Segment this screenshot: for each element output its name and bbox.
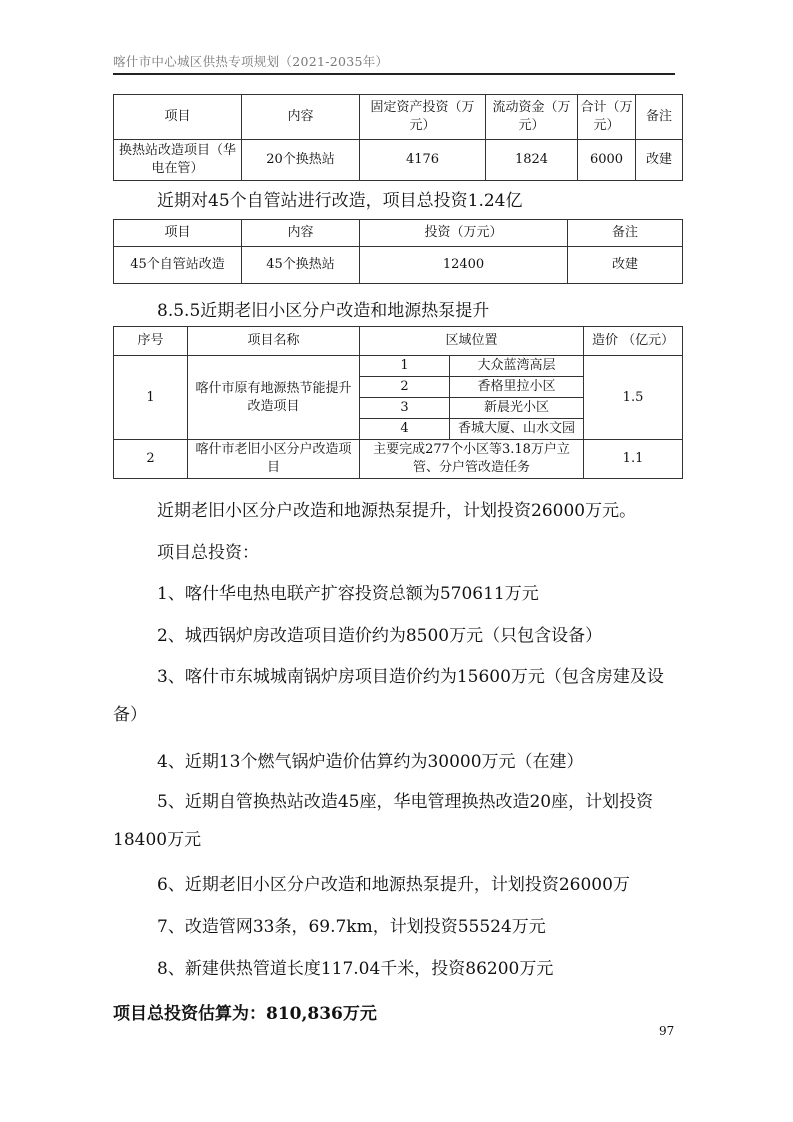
table-cell: 1.5 [584,356,683,440]
table-cell: 20个换热站 [242,140,360,181]
table-cell: 2 [114,440,188,479]
table-header-cell: 备注 [568,220,683,247]
table-cell: 换热站改造项目（华电在管） [114,140,242,181]
body-paragraph: 项目总投资： [157,543,259,563]
investment-item: 2、城西锅炉房改造项目造价约为8500万元（只包含设备） [157,626,603,646]
table-cell: 45个自管站改造 [114,247,242,284]
table-header-cell: 项目 [114,95,242,140]
table-cell: 主要完成277个小区等3.18万户立管、分户管改造任务 [360,440,584,479]
header-divider [113,73,675,75]
table-header-cell: 项目名称 [188,327,360,356]
table-cell: 1 [360,356,450,377]
table-cell: 45个换热站 [242,247,360,284]
self-managed-station-summary: 近期对45个自管站进行改造，项目总投资1.24亿 [157,191,523,211]
table-cell: 12400 [360,247,568,284]
table-cell: 香城大厦、山水文园 [450,419,584,440]
table-cell: 改建 [568,247,683,284]
table-cell: 改建 [636,140,683,181]
table-cell: 1824 [486,140,578,181]
table-cell: 4 [360,419,450,440]
table-cell: 2 [360,377,450,398]
table-header-cell: 内容 [242,95,360,140]
table-cell: 新晨光小区 [450,398,584,419]
table-header-cell: 内容 [242,220,360,247]
page-number: 97 [659,1024,675,1038]
table-cell: 1 [114,356,188,440]
investment-item: 8、新建供热管道长度117.04千米，投资86200万元 [157,959,554,979]
table-header-cell: 投资（万元） [360,220,568,247]
investment-item: 7、改造管网33条，69.7km，计划投资55524万元 [157,917,546,937]
table-row [114,356,683,377]
total-investment: 项目总投资估算为：810,836万元 [113,1004,377,1024]
body-paragraph: 近期老旧小区分户改造和地源热泵提升，计划投资26000万元。 [157,501,637,521]
table-row [114,440,683,479]
table-cell: 1.1 [584,440,683,479]
table-cell: 喀什市老旧小区分户改造项目 [188,440,360,479]
table-header-cell: 区域位置 [360,327,584,356]
table-row [114,247,683,284]
table-header-cell: 固定资产投资（万元） [360,95,486,140]
table-header-cell: 合计（万元） [578,95,636,140]
heat-station-table [113,94,683,181]
table-row [114,140,683,181]
investment-item: 1、喀什华电热电联产扩容投资总额为570611万元 [157,584,539,604]
table-cell: 喀什市原有地源热节能提升改造项目 [188,356,360,440]
self-managed-station-table [113,219,683,284]
investment-item: 4、近期13个燃气锅炉造价估算约为30000万元（在建） [157,752,584,772]
table-header-cell: 流动资金（万元） [486,95,578,140]
table-header-cell: 序号 [114,327,188,356]
table-header-cell: 备注 [636,95,683,140]
investment-item: 5、近期自管换热站改造45座，华电管理换热改造20座，计划投资18400万元 [113,792,654,850]
table-cell: 大众蓝湾高层 [450,356,584,377]
table-header-cell: 项目 [114,220,242,247]
old-district-table [113,326,683,479]
table-header-cell: 造价 （亿元） [584,327,683,356]
section-heading: 8.5.5近期老旧小区分户改造和地源热泵提升 [157,301,490,321]
investment-item: 6、近期老旧小区分户改造和地源热泵提升，计划投资26000万 [157,875,630,895]
table-cell: 3 [360,398,450,419]
table-cell: 6000 [578,140,636,181]
investment-item: 3、喀什市东城城南锅炉房项目造价约为15600万元（包含房建及设备） [113,667,664,725]
table-cell: 香格里拉小区 [450,377,584,398]
page-header: 喀什市中心城区供热专项规划（2021-2035年） [113,54,389,69]
table-cell: 4176 [360,140,486,181]
